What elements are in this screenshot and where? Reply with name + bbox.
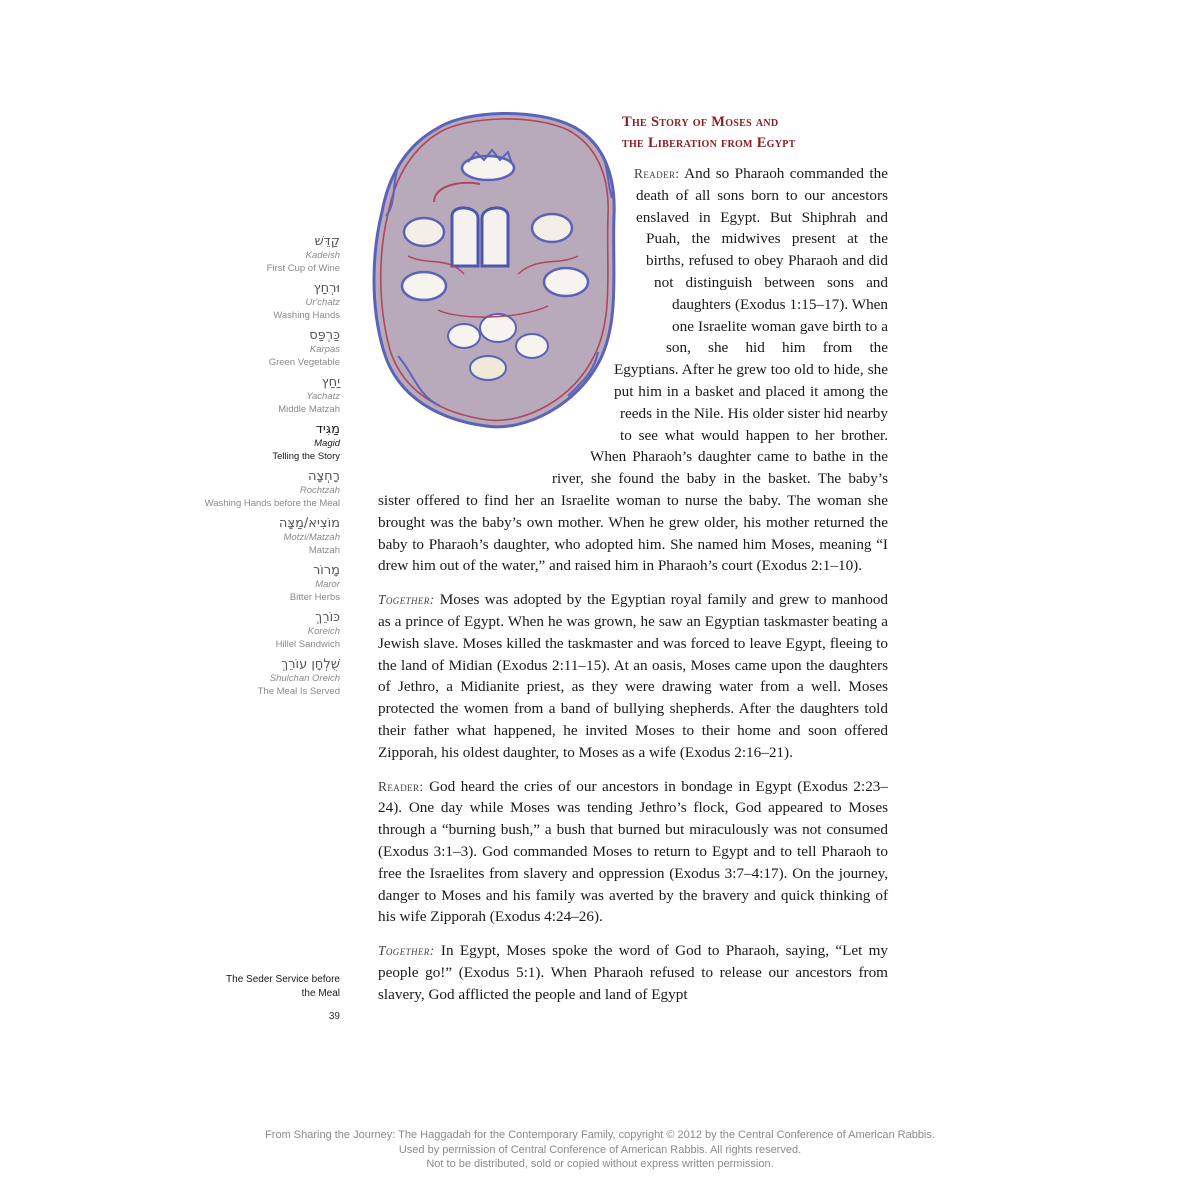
step-english: Bitter Herbs	[289, 592, 340, 603]
illustration-wrap-spacer	[378, 251, 638, 273]
seder-step-koreich	[200, 610, 340, 651]
seder-step-rochtzah	[200, 469, 340, 510]
illustration-wrap-spacer	[378, 229, 646, 251]
role-label: Reader:	[634, 166, 680, 181]
paragraph-together-2	[378, 940, 888, 1005]
step-hebrew: מָרוֹר	[312, 563, 340, 578]
footer-line: From Sharing the Journey: The Haggadah for the Contemporary Family, copyright © 2012 by the Central Conference of American Rabbis.	[265, 1129, 935, 1141]
step-hebrew: קַדֵּשׁ	[314, 234, 340, 249]
seder-step-shulchan-oreich	[200, 657, 340, 698]
step-hebrew: כּוֹרֵךְ	[315, 610, 340, 625]
step-hebrew: מוֹצִיא/מַצָּה	[278, 516, 340, 531]
page-number: 39	[328, 1011, 340, 1022]
role-label: Reader:	[378, 778, 424, 794]
step-hebrew: שֻׁלְחָן עוֹרֵךְ	[281, 657, 340, 672]
illustration-wrap-spacer	[378, 206, 636, 229]
step-english: Hillel Sandwich	[275, 639, 340, 650]
story-title-line1: The Story of Moses and	[622, 114, 779, 130]
step-transliteration: Magid	[314, 438, 340, 449]
role-label: Together:	[378, 592, 435, 608]
step-hebrew: רָחְצָה	[307, 469, 340, 484]
paragraph-together-1	[378, 589, 888, 763]
footer-line: Used by permission of Central Conference of American Rabbis. All rights reserved.	[398, 1143, 802, 1156]
step-hebrew: כַּרְפַּס	[309, 328, 340, 343]
illustration-wrap-spacer	[378, 425, 590, 447]
paragraph-text: Moses was adopted by the Egyptian royal family and grew to manhood as a prince of Egypt. When he was grown, he saw an Egyptian taskmaster beating a Jewish slave. Moses killed the taskmaster and was forced to leave Egypt, fleeing to the land of Midian (Exodus 2:11–15). At an oasis, Moses came upon the daughters of Jethro, a Midianite priest, as they were drawing water from a well. Moses protected the women from a band of bullying shepherds. After the daughters told their father what happened, he invited Moses to their home and soon offered Zipporah, his oldest daughter, to Moses as a wife (Exodus 2:16–21).	[378, 591, 889, 761]
seder-step-magid	[200, 422, 340, 463]
step-transliteration: Kadeish	[305, 250, 340, 261]
seder-step-yachatz	[200, 375, 340, 416]
seder-steps-nav	[200, 234, 340, 704]
step-transliteration: Motzi/Matzah	[283, 532, 340, 543]
seder-step-kadeish	[200, 234, 340, 275]
illustration-wrap-spacer	[378, 273, 654, 294]
seder-step-karpas	[200, 328, 340, 369]
section-label: The Seder Service before the Meal	[226, 974, 340, 999]
paragraph-text: In Egypt, Moses spoke the word of God to Pharaoh, saying, “Let my people go!” (Exodus 5:1). When Pharaoh refused to release our ancestors from slavery, God afflicted the people and land of Egypt	[378, 942, 889, 1003]
story-title	[622, 112, 902, 154]
step-english: Telling the Story	[272, 451, 340, 462]
illustration-wrap-spacer	[378, 294, 668, 315]
step-transliteration: Ur'chatz	[305, 297, 340, 308]
seder-step-urchatz	[200, 281, 340, 322]
illustration-wrap-spacer	[378, 163, 630, 164]
illustration-wrap-spacer	[378, 164, 618, 184]
illustration-wrap-spacer	[378, 184, 634, 206]
step-english: Washing Hands before the Meal	[204, 498, 340, 509]
step-hebrew: יַחַץ	[321, 375, 340, 390]
seder-step-motzi-matzah	[200, 516, 340, 557]
illustration-wrap-spacer	[378, 315, 672, 337]
story-body	[378, 163, 888, 1017]
illustration-wrap-spacer	[378, 403, 620, 425]
step-english: Middle Matzah	[278, 404, 340, 415]
story-title-line2: the Liberation from Egypt	[622, 135, 796, 151]
step-transliteration: Rochtzah	[299, 485, 340, 496]
step-english: The Meal Is Served	[257, 686, 340, 697]
step-transliteration: Karpas	[309, 344, 340, 355]
paragraph-text: God heard the cries of our ancestors in bondage in Egypt (Exodus 2:23–24). One day while Moses was tending Jethro’s flock, God appeared to Moses through a “burning bush,” a bush that burned but miraculously was not consumed (Exodus 3:1–3). God commanded Moses to return to Egypt and to tell Pharaoh to free the Israelites from slavery and oppression (Exodus 3:7–4:17). On the journey, danger to Moses and his family was averted by the bravery and quick thinking of his wife Zipporah (Exodus 4:24–26).	[378, 777, 888, 926]
step-transliteration: Maror	[315, 579, 340, 590]
copyright-footer	[200, 1128, 1000, 1172]
step-hebrew: וּרְחַץ	[313, 281, 340, 296]
seder-step-maror	[200, 563, 340, 604]
illustration-wrap-spacer	[378, 381, 614, 403]
paragraph-reader-2	[378, 776, 888, 929]
step-transliteration: Shulchan Oreich	[269, 673, 340, 684]
illustration-wrap-spacer	[378, 359, 614, 381]
footer-line: Not to be distributed, sold or copied without express written permission.	[426, 1158, 774, 1170]
step-hebrew: מַגִּיד	[315, 422, 340, 437]
step-english: First Cup of Wine	[266, 263, 340, 274]
step-english: Washing Hands	[273, 310, 340, 321]
step-english: Matzah	[308, 545, 340, 556]
role-label: Together:	[378, 943, 435, 959]
illustration-wrap-spacer	[378, 337, 666, 359]
illustration-wrap-spacer	[378, 447, 552, 469]
step-english: Green Vegetable	[268, 357, 340, 368]
paragraph-text: And so Pharaoh commanded the death of all sons born to our ancestors enslaved in Egypt. But Shiphrah and Puah, the midwives present at the births, refused to obey Pharaoh and did not distinguish between sons and daughters (Exodus 1:15–17). When one Israelite woman gave birth to a son, she hid him from the Egyptians. After he grew too old to hide, she put him in a basket and placed it among the reeds in the Nile. His older sister hid nearby to see what would happen to her brother. When Pharaoh’s daughter came to bathe in the river, she found the baby in the basket. The baby’s sister offered to find her an Israelite woman to nurse the baby. The woman she brought was the baby’s own mother. When he grew older, his mother returned the baby to Pharaoh’s daughter, who adopted him. She named him Moses, meaning “I drew him out of the water,” and raised him in Pharaoh’s court (Exodus 2:1–10).	[378, 165, 888, 575]
step-transliteration: Koreich	[307, 626, 340, 637]
step-transliteration: Yachatz	[306, 391, 340, 402]
